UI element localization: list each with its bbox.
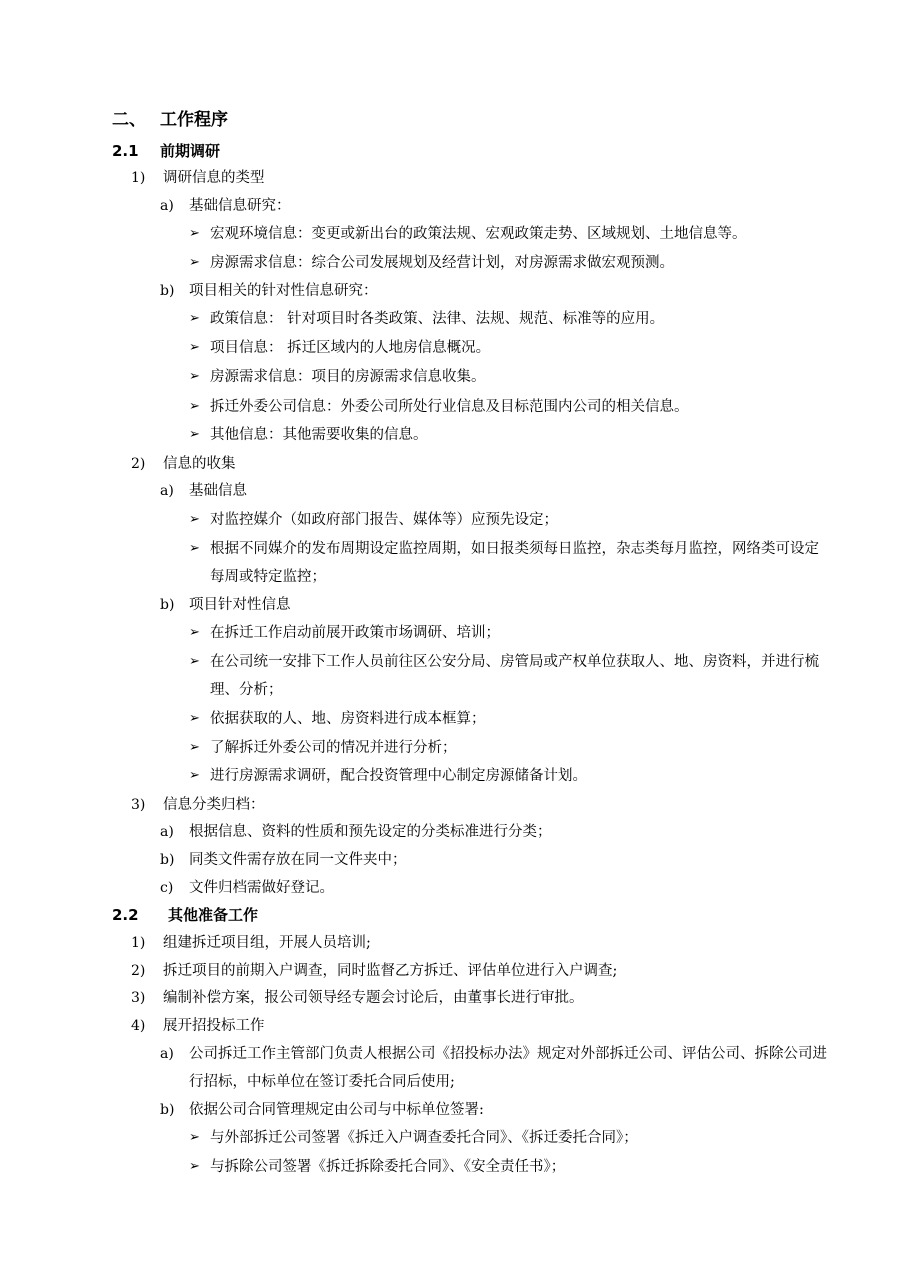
list-item: 其他信息：其他需要收集的信息。 [210,427,428,443]
list-item: 了解拆迁外委公司的情况并进行分析； [210,740,457,756]
arrowhead-bullet-icon: ➢ [189,427,200,442]
list-marker: b) [160,597,175,613]
arrowhead-bullet-icon: ➢ [189,369,200,384]
list-item: 公司拆迁工作主管部门负责人根据公司《招投标办法》规定对外部拆迁公司、评估公司、拆除公司进行招标，中标单位在签订委托合同后使用; [189,1046,827,1090]
list-marker: b) [160,1102,175,1118]
arrowhead-bullet-icon: ➢ [189,512,200,527]
list-item: 信息的收集 [163,456,236,472]
list-item: 根据不同媒介的发布周期设定监控周期，如日报类须每日监控，杂志类每月监控，网络类可设定每周或特定监控； [210,541,819,585]
section-title: 工作程序 [160,110,228,130]
list-item: 项目针对性信息 [189,597,291,613]
list-marker: 3) [131,990,146,1006]
list-item: 基础信息 [189,483,247,499]
list-marker: a) [160,483,174,499]
list-item: 与外部拆迁公司签署《拆迁入户调查委托合同》、《拆迁委托合同》； [210,1130,638,1146]
list-item: 调研信息的类型 [163,170,265,186]
arrowhead-bullet-icon: ➢ [189,399,200,414]
arrowhead-bullet-icon: ➢ [189,311,200,326]
list-marker: a) [160,198,174,214]
list-item: 房源需求信息：综合公司发展规划及经营计划，对房源需求做宏观预测。 [210,255,674,271]
list-item: 依据公司合同管理规定由公司与中标单位签署: [189,1102,484,1118]
list-marker: b) [160,852,175,868]
list-item: 展开招投标工作 [163,1018,265,1034]
list-marker: 2) [131,456,146,472]
list-item: 基础信息研究： [189,198,291,214]
subsection-title-2-2: 其他准备工作 [168,906,259,924]
subsection-title-2-1: 前期调研 [160,142,221,160]
list-item: 组建拆迁项目组，开展人员培训; [163,935,371,951]
list-item: 信息分类归档： [163,797,265,813]
list-marker: 1) [131,935,146,951]
list-marker: 4) [131,1018,146,1034]
arrowhead-bullet-icon: ➢ [189,740,200,755]
list-item: 根据信息、资料的性质和预先设定的分类标准进行分类； [189,824,552,840]
list-marker: b) [160,283,175,299]
arrowhead-bullet-icon: ➢ [189,226,200,241]
list-marker: 1) [131,170,146,186]
arrowhead-bullet-icon: ➢ [189,1159,200,1174]
list-marker: a) [160,1046,174,1062]
list-item: 在公司统一安排下工作人员前往区公安分局、房管局或产权单位获取人、地、房资料，并进行梳理、分析； [210,654,819,698]
arrowhead-bullet-icon: ➢ [189,340,200,355]
list-marker: a) [160,824,174,840]
list-item: 同类文件需存放在同一文件夹中； [189,852,407,868]
list-item: 政策信息： 针对项目时各类政策、法律、法规、规范、标准等的应用。 [210,311,665,327]
arrowhead-bullet-icon: ➢ [189,711,200,726]
list-item: 宏观环境信息：变更或新出台的政策法规、宏观政策走势、区域规划、土地信息等。 [210,226,747,242]
list-item: 拆迁项目的前期入户调查，同时监督乙方拆迁、评估单位进行入户调查; [163,963,618,979]
subsection-number-2-1: 2.1 [112,142,139,160]
list-item: 对监控媒介（如政府部门报告、媒体等）应预先设定； [210,512,558,528]
list-item: 依据获取的人、地、房资料进行成本框算； [210,711,486,727]
arrowhead-bullet-icon: ➢ [189,1130,200,1145]
list-item: 与拆除公司签署《拆迁拆除委托合同》、《安全责任书》； [210,1159,566,1175]
list-item: 项目相关的针对性信息研究： [189,283,378,299]
list-item: 文件归档需做好登记。 [189,880,334,896]
subsection-number-2-2: 2.2 [112,906,139,924]
arrowhead-bullet-icon: ➢ [189,768,200,783]
list-marker: 2) [131,963,146,979]
list-marker: c) [160,880,174,896]
arrowhead-bullet-icon: ➢ [189,654,200,669]
list-item: 拆迁外委公司信息：外委公司所处行业信息及目标范围内公司的相关信息。 [210,399,689,415]
arrowhead-bullet-icon: ➢ [189,625,200,640]
section-number: 二、 [112,110,146,130]
list-item: 进行房源需求调研，配合投资管理中心制定房源储备计划。 [210,768,587,784]
list-item: 房源需求信息：项目的房源需求信息收集。 [210,369,486,385]
list-item: 项目信息： 拆迁区域内的人地房信息概况。 [210,340,491,356]
list-item: 在拆迁工作启动前展开政策市场调研、培训； [210,625,500,641]
arrowhead-bullet-icon: ➢ [189,255,200,270]
arrowhead-bullet-icon: ➢ [189,541,200,556]
list-item: 编制补偿方案，报公司领导经专题会讨论后，由董事长进行审批。 [163,990,584,1006]
list-marker: 3) [131,797,146,813]
